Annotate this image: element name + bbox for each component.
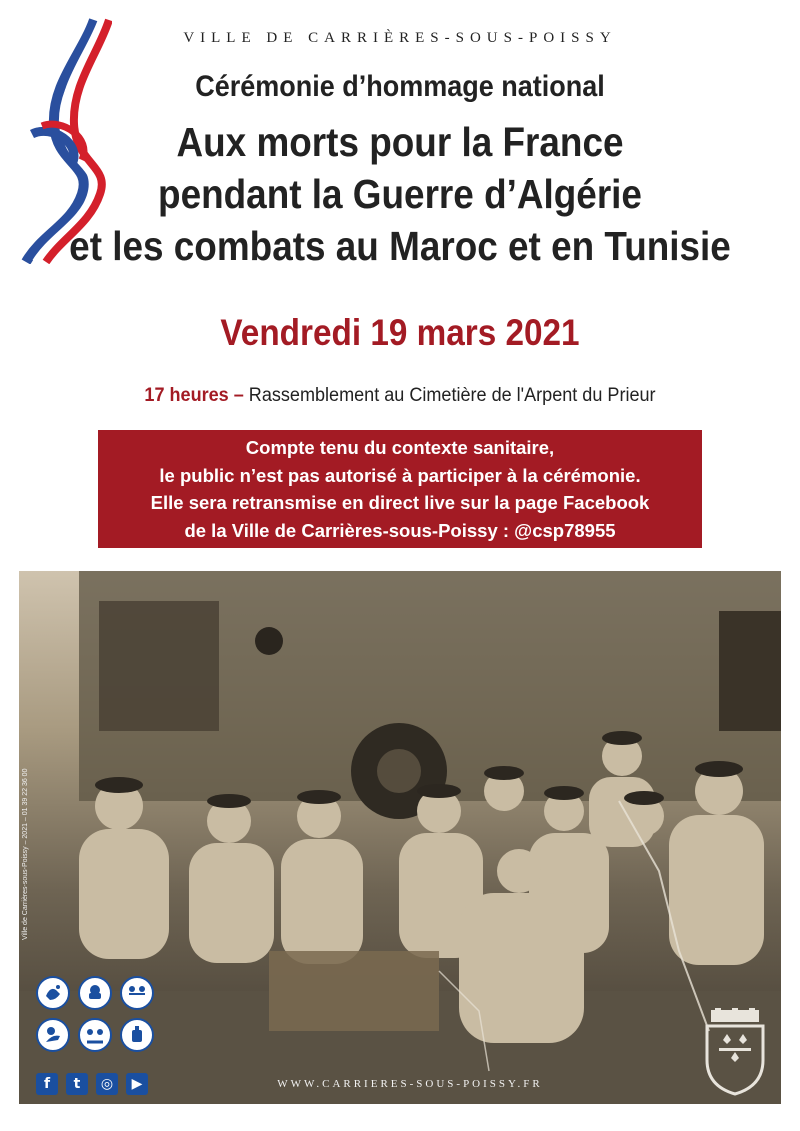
facebook-icon[interactable]: f <box>36 1073 58 1095</box>
cough-elbow-icon <box>36 1018 70 1052</box>
sanitary-icons-grid <box>36 976 166 1060</box>
ceremony-title <box>40 116 760 272</box>
event-schedule <box>20 385 780 407</box>
city-crest-icon <box>703 1008 767 1096</box>
title-line: Aux morts pour la France <box>176 119 624 165</box>
social-links <box>36 1073 148 1095</box>
title-line: et les combats au Maroc et en Tunisie <box>69 223 731 269</box>
ceremony-subtitle: Cérémonie d’hommage national <box>195 70 605 103</box>
city-name: VILLE DE CARRIÈRES-SOUS-POISSY <box>183 30 617 46</box>
instagram-icon[interactable]: ◎ <box>96 1073 118 1095</box>
photo-credit: Ville de Carrières-sous-Poissy – 2021 – 01 39 22 36 00 <box>22 768 29 940</box>
notice-line: le public n’est pas autorisé à participer à la cérémonie. <box>159 464 641 486</box>
distance-icon <box>120 976 154 1010</box>
mask-icon <box>78 976 112 1010</box>
website-url[interactable]: WWW.CARRIERES-SOUS-POISSY.FR <box>277 1078 543 1090</box>
event-date: Vendredi 19 mars 2021 <box>220 312 580 353</box>
twitter-icon[interactable]: t <box>66 1073 88 1095</box>
event-location: Rassemblement au Cimetière de l'Arpent du Prieur <box>248 385 656 406</box>
event-time: 17 heures – <box>144 385 244 406</box>
notice-line: Elle sera retransmise en direct live sur la page Facebook <box>150 492 650 513</box>
no-handshake-icon <box>78 1018 112 1052</box>
notice-line: de la Ville de Carrières-sous-Poissy : @csp78955 <box>184 519 616 541</box>
sanitary-notice <box>98 430 702 548</box>
title-line: pendant la Guerre d’Algérie <box>158 171 642 217</box>
gel-icon <box>120 1018 154 1052</box>
notice-line: Compte tenu du contexte sanitaire, <box>245 437 555 458</box>
youtube-icon[interactable]: ▶ <box>126 1073 148 1095</box>
hand-wash-icon <box>36 976 70 1010</box>
